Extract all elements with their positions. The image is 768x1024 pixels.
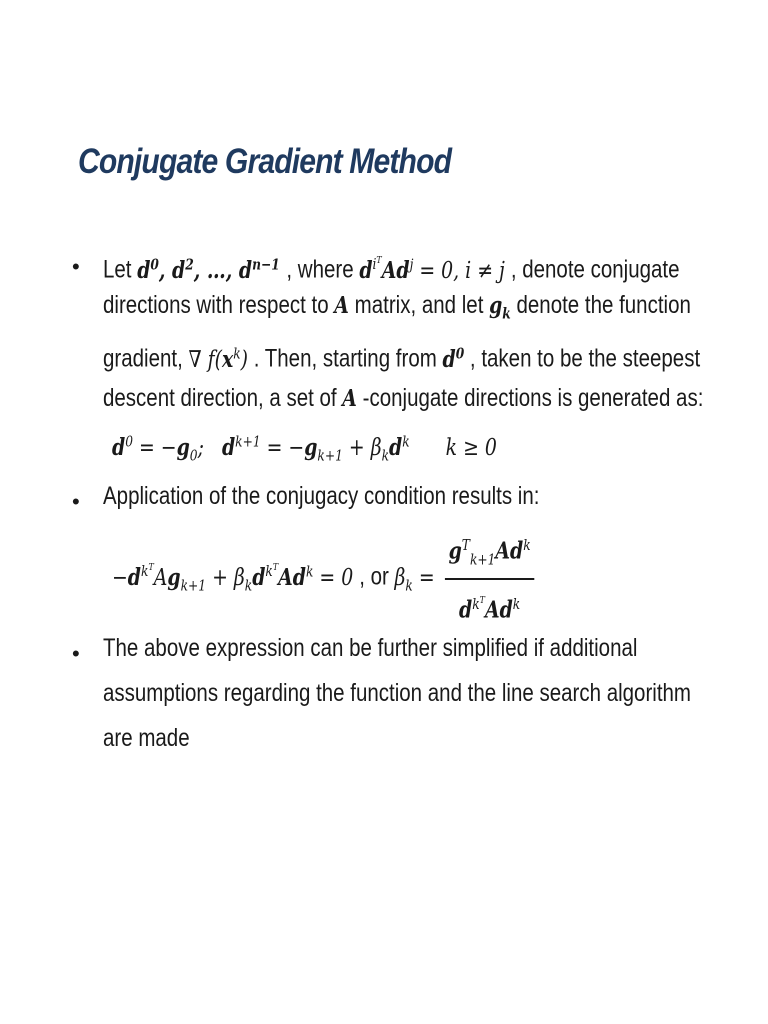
- text: , denote conjugate: [510, 255, 680, 284]
- bullet1-equation: [112, 426, 497, 470]
- fraction-numerator: $g^T_{k+1}Ad^k$: [445, 528, 534, 580]
- bullet3-line3: are made: [103, 724, 190, 752]
- fraction-denominator: $d^{k^T}Ad^k$: [459, 595, 521, 624]
- text: directions with respect to: [103, 291, 335, 319]
- text: gradient,: [103, 344, 189, 373]
- bullet1-line2: [103, 290, 691, 329]
- math-beta: $\beta_k$ =: [394, 564, 435, 595]
- bullet3-line1: The above expression can be further simplified if additional: [103, 634, 638, 662]
- bullet2-equation: [112, 528, 534, 628]
- math-matrix-A: A: [342, 385, 357, 412]
- slide-title: Conjugate Gradient Method: [78, 142, 452, 181]
- bullet-marker: •: [72, 641, 80, 666]
- text: , or: [359, 562, 395, 591]
- math-gradient: ∇ $f(x^k)$: [188, 344, 249, 373]
- bullet2-line1: [103, 481, 539, 511]
- math-conjugacy-equation: $-d^{k^T}Ag_{k+1} + \beta_kd^{k^T}Ad^k = 0$: [112, 561, 360, 595]
- bullet1-line3: [103, 338, 700, 375]
- bullet1-line1: [103, 246, 680, 286]
- text: Application of the conjugacy condition results in:: [103, 482, 540, 510]
- text: denote the function: [516, 291, 691, 319]
- math-matrix-A: A: [334, 292, 349, 319]
- math-directions: $d^0$, $d^2$, …, $d^{n-1}$: [137, 254, 280, 284]
- math-conjugacy-condition: $d^{i^T}Ad^j = 0$, i ≠ j: [359, 254, 511, 284]
- math-d0: $d^0$: [442, 344, 465, 373]
- text: -conjugate directions is generated as:: [362, 384, 704, 412]
- bullet-marker: •: [72, 489, 80, 514]
- math-direction-update: $d^0 = -g_0$; $d^{k+1} = -g_{k+1} + \beta_kd^k$ k ≥ 0: [112, 432, 497, 465]
- math-gk: $g_k$: [489, 292, 511, 323]
- bullet3-line2: assumptions regarding the function and the line search algorithm: [103, 679, 692, 707]
- text: . Then, starting from: [253, 344, 443, 373]
- bullet1-line4: [103, 383, 703, 414]
- bullet-marker: •: [72, 254, 80, 279]
- text: Let: [103, 255, 138, 284]
- math-fraction: [445, 528, 534, 628]
- text: matrix, and let: [354, 291, 490, 319]
- text: , taken to be the steepest: [469, 344, 701, 373]
- text: , where: [286, 255, 360, 284]
- text: descent direction, a set of: [103, 384, 343, 412]
